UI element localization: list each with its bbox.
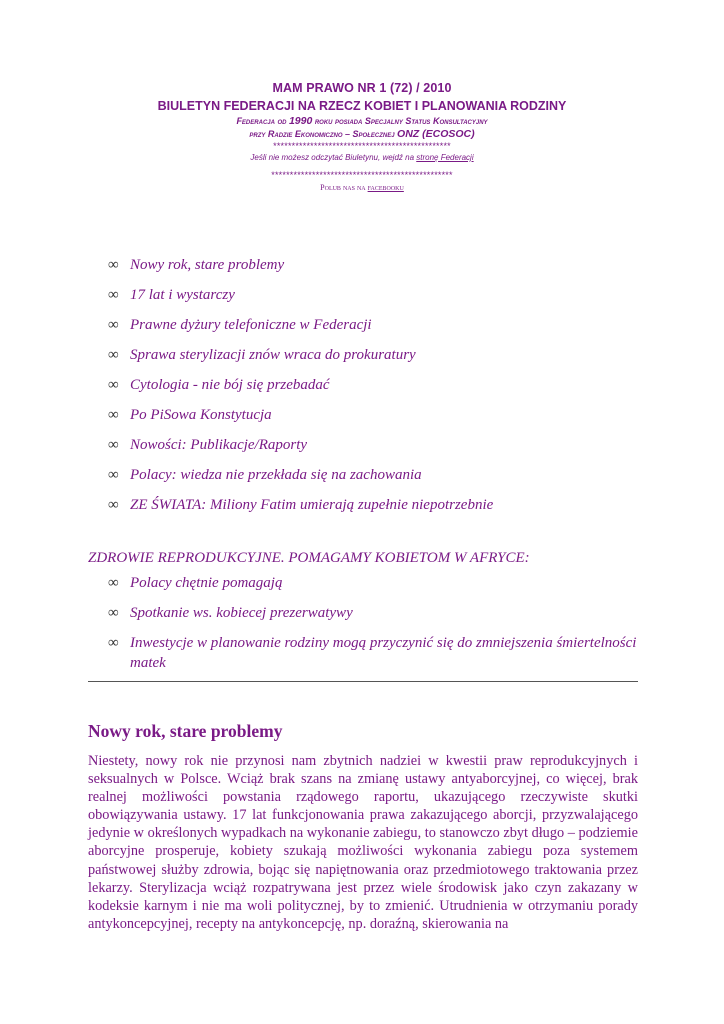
federation-site-link[interactable]: stronę Federacji — [416, 153, 474, 162]
infinity-bullet-icon: ∞ — [108, 467, 119, 483]
toc-item-label: Nowy rok, stare problemy — [130, 257, 285, 273]
toc-item[interactable] — [108, 285, 668, 315]
stars-divider-2: ************************************************* — [271, 170, 453, 180]
toc-item-label: Cytologia - nie bój się przebadać — [130, 377, 330, 393]
toc-item-label: Polacy: wiedza nie przekłada się na zachowania — [130, 467, 422, 483]
toc-item[interactable] — [108, 345, 668, 375]
section-contents — [108, 573, 648, 673]
infinity-bullet-icon: ∞ — [108, 377, 119, 393]
toc-item[interactable] — [108, 435, 668, 465]
infinity-bullet-icon: ∞ — [108, 497, 119, 513]
council-abbr: ONZ (ECOSOC) — [397, 128, 475, 140]
bulletin-title: BIULETYN FEDERACJI NA RZECZ KOBIET I PLANOWANIA RODZINY — [157, 99, 567, 113]
status-year: 1990 — [288, 115, 313, 127]
infinity-bullet-icon: ∞ — [108, 317, 119, 333]
issue-title: MAM PRAWO NR 1 (72) / 2010 — [272, 81, 452, 95]
stars-divider-1: ************************************************ — [273, 141, 451, 151]
section-heading: ZDROWIE REPRODUKCYJNE. POMAGAMY KOBIETOM W AFRYCE: — [88, 550, 530, 566]
facebook-note — [0, 182, 724, 194]
article-heading: Nowy rok, stare problemy — [88, 721, 283, 741]
toc-item-label: Nowości: Publikacje/Raporty — [130, 437, 308, 453]
toc-item[interactable] — [108, 495, 668, 525]
council-line — [0, 128, 724, 141]
toc-item[interactable] — [108, 405, 668, 435]
table-of-contents — [108, 255, 668, 525]
status-text-a: Federacja od — [236, 116, 289, 126]
toc-item-label: ZE ŚWIATA: Miliony Fatim umierają zupełnie niepotrzebnie — [130, 497, 494, 513]
facebook-link[interactable]: facebooku — [367, 183, 404, 192]
section-item[interactable] — [108, 573, 648, 603]
read-online-note — [0, 152, 724, 164]
infinity-bullet-icon: ∞ — [108, 347, 119, 363]
toc-item-label: Sprawa sterylizacji znów wraca do prokuratury — [130, 347, 416, 363]
toc-item-label: Prawne dyżury telefoniczne w Federacji — [130, 317, 372, 333]
article-body: Niestety, nowy rok nie przynosi nam zbytnich nadziei w kwestii praw reprodukcyjnych i seksualnych w Polsce. Wciąż brak szans na zmianę ustawy antyaborcyjnej, co więcej, brak realnej możliwości powstania rządowego raportu, ukazującego rzeczywiste skutki obowiązywania ustawy. 17 lat funkcjonowania prawa zakazującego aborcji, przyzwalającego jedynie w określonych wypadkach na wykonanie zabiegu, to stanowczo zbyt długo – podziemie aborcyjne prosperuje, kobiety szukają możliwości wykonania zabiegu poza systemem państwowej służby zdrowia, bojąc się napiętnowania oraz przedmiotowego traktowania przez lekarzy. Sterylizacja wciąż rozpatrywana jest przez wiele środowisk jako czyn zakazany w kodeksie karnym i nie ma woli politycznej, by to zmienić. Utrudnienia w otrzymaniu porady antykoncepcyjnej, recepty na antykoncepcję, np. doraźną, skierowania na — [88, 753, 638, 932]
horizontal-divider — [88, 681, 638, 682]
toc-item[interactable] — [108, 465, 668, 495]
toc-item[interactable] — [108, 255, 668, 285]
facebook-text: Polub nas na — [320, 183, 368, 192]
section-item-label: Spotkanie ws. kobiecej prezerwatywy — [130, 605, 353, 621]
bulletin-header — [0, 80, 724, 194]
toc-item-label: Po PiSowa Konstytucja — [130, 407, 272, 423]
toc-item[interactable] — [108, 315, 668, 345]
toc-item-label: 17 lat i wystarczy — [130, 287, 235, 303]
infinity-bullet-icon: ∞ — [108, 575, 119, 591]
section-item-label: Inwestycje w planowanie rodziny mogą przyczynić się do zmniejszenia śmiertelności matek — [130, 635, 637, 671]
status-text-c: roku posiada Specjalny Status Konsultacyjny — [312, 116, 488, 126]
council-text: przy Radzie Ekonomiczno – Społecznej — [249, 129, 398, 139]
toc-item[interactable] — [108, 375, 668, 405]
read-online-text: Jeśli nie możesz odczytać Biuletynu, wejdź na — [250, 153, 417, 162]
infinity-bullet-icon: ∞ — [108, 287, 119, 303]
infinity-bullet-icon: ∞ — [108, 437, 119, 453]
infinity-bullet-icon: ∞ — [108, 407, 119, 423]
infinity-bullet-icon: ∞ — [108, 605, 119, 621]
section-item-label: Polacy chętnie pomagają — [130, 575, 283, 591]
section-item[interactable] — [108, 603, 648, 633]
section-item[interactable] — [108, 633, 648, 673]
status-line — [0, 115, 724, 128]
infinity-bullet-icon: ∞ — [108, 635, 119, 651]
infinity-bullet-icon: ∞ — [108, 257, 119, 273]
